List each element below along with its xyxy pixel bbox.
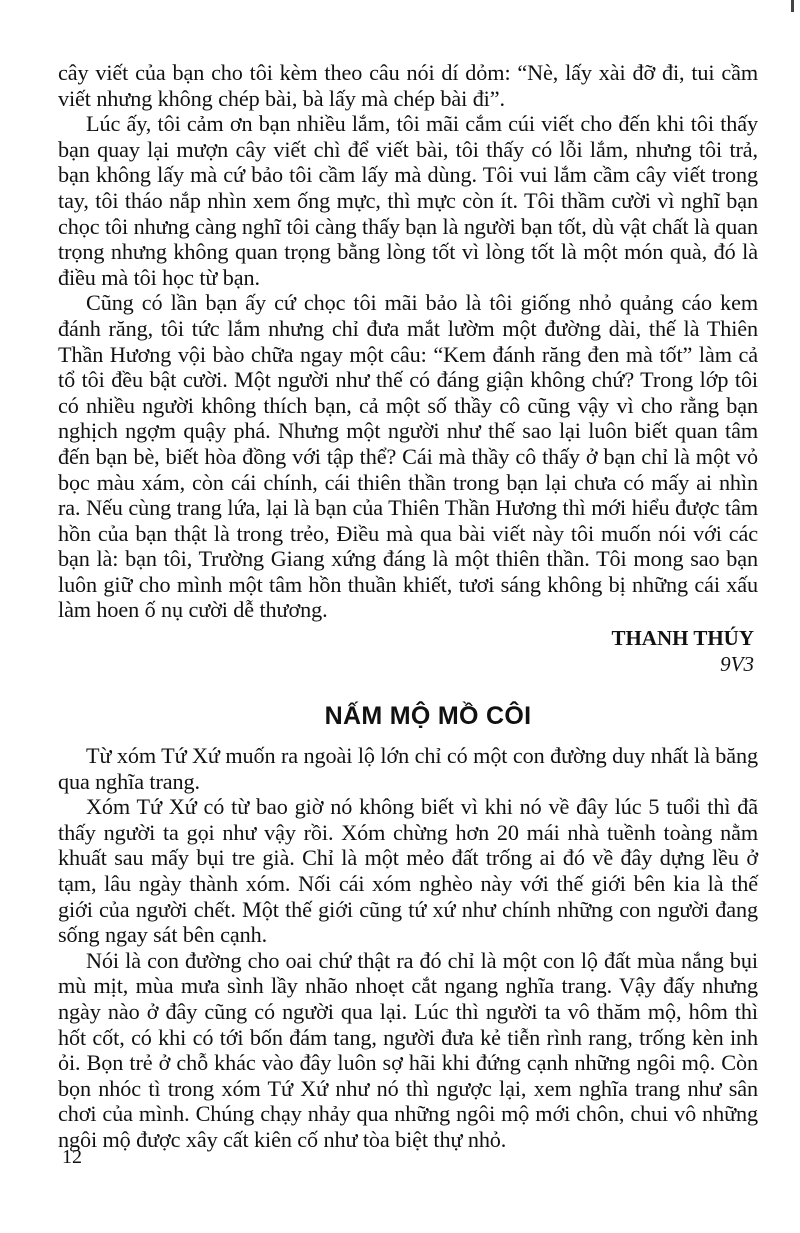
story-title: NẤM MỘ MỒ CÔI xyxy=(324,702,532,731)
paragraph-cemetery-road: Nói là con đường cho oai chứ thật ra đó chỉ là một con lộ đất mùa nắng bụi mù mịt, mùa mưa sình lầy nhão nhoẹt cắt ngang nghĩa trang. Vậy đấy nhưng ngày nào ở đây cũng có người qua lại. Lúc thì người ta vô thăm mộ, hôm thì hốt cốt, có khi có tới bốn đám tang, người đưa kẻ tiễn rình rang, trống kèn inh ỏi. Bọn trẻ ở chỗ khác vào đây luôn sợ hãi khi đứng cạnh những ngôi mộ. Còn bọn nhóc tì trong xóm Tứ Xứ như nó thì ngược lại, xem nghĩa trang như sân chơi của mình. Chúng chạy nhảy qua những ngôi mộ mới chôn, chui vô những ngôi mộ được xây cất kiên cố như tòa biệt thự nhỏ. xyxy=(58,947,758,1152)
page-edge-mark xyxy=(791,0,794,12)
paragraph-continued: cây viết của bạn cho tôi kèm theo câu nói dí dỏm: “Nè, lấy xài đỡ đi, tui cầm viết nhưng không chép bài, bà lấy mà chép bài đi”. xyxy=(58,60,758,111)
paragraph-pen-story: Lúc ấy, tôi cảm ơn bạn nhiều lắm, tôi mãi cắm cúi viết cho đến khi tôi thấy bạn quay lại mượn cây viết chì để viết bài, tôi thấy có lỗi lắm, nhưng tôi trả, bạn không lấy mà cứ bảo tôi cầm lấy mà dùng. Tôi vui lắm cầm cây viết trong tay, tôi tháo nắp nhìn xem ống mực, thì mực còn ít. Tôi thầm cười vì nghĩ bạn chọc tôi nhưng càng nghĩ tôi càng thấy bạn là người bạn tốt, dù vật chất là quan trọng nhưng không quan trọng bằng lòng tốt vì lòng tốt là một món quà, đó là điều mà tôi học từ bạn. xyxy=(58,111,758,290)
author-signature: THANH THÚY xyxy=(611,626,754,651)
paragraph-road-intro: Từ xóm Tứ Xứ muốn ra ngoài lộ lớn chỉ có một con đường duy nhất là băng qua nghĩa trang. xyxy=(58,743,758,794)
paragraph-toothpaste-story: Cũng có lần bạn ấy cứ chọc tôi mãi bảo là tôi giống nhỏ quảng cáo kem đánh răng, tôi tức lắm nhưng chỉ đưa mắt lườm một đường dài, thế là Thiên Thần Hương vội bào chữa ngay một câu: “Kem đánh răng đen mà tốt” làm cả tổ tôi đều bật cười. Một người như thế có đáng giận không chứ? Trong lớp tôi có nhiều người không thích bạn, cả một số thầy cô cũng vậy vì cho rằng bạn nghịch ngợm quậy phá. Nhưng một người như thế sao lại luôn biết quan tâm đến bạn bè, biết hòa đồng với tập thể? Cái mà thầy cô thấy ở bạn chỉ là một vỏ bọc màu xám, còn cái chính, cái thiên thần trong bạn lại chưa có mấy ai nhìn ra. Nếu cùng trang lứa, lại là bạn của Thiên Thần Hương thì mới hiểu được tâm hồn của bạn thật là trong trẻo, Điều mà qua bài viết này tôi muốn nói với các bạn là: bạn tôi, Trường Giang xứng đáng là một thiên thần. Tôi mong sao bạn luôn giữ cho mình một tâm hồn thuần khiết, tươi sáng không bị những cái xấu làm hoen ố nụ cười dễ thương. xyxy=(58,290,758,623)
author-class: 9V3 xyxy=(720,652,754,677)
paragraph-hamlet-description: Xóm Tứ Xứ có từ bao giờ nó không biết vì khi nó về đây lúc 5 tuổi thì đã thấy người ta gọi như vậy rồi. Xóm chừng hơn 20 mái nhà tuềnh toàng nằm khuất sau mấy bụi tre già. Chỉ là một mẻo đất trống ai đó về đây dựng lều ở tạm, lâu ngày thành xóm. Nối cái xóm nghèo này với thế giới bên kia là thế giới của người chết. Một thế giới cũng tứ xứ như chính những con người đang sống ngay sát bên cạnh. xyxy=(58,794,758,948)
page-number: 12 xyxy=(62,1146,82,1168)
document-page xyxy=(58,60,758,1153)
